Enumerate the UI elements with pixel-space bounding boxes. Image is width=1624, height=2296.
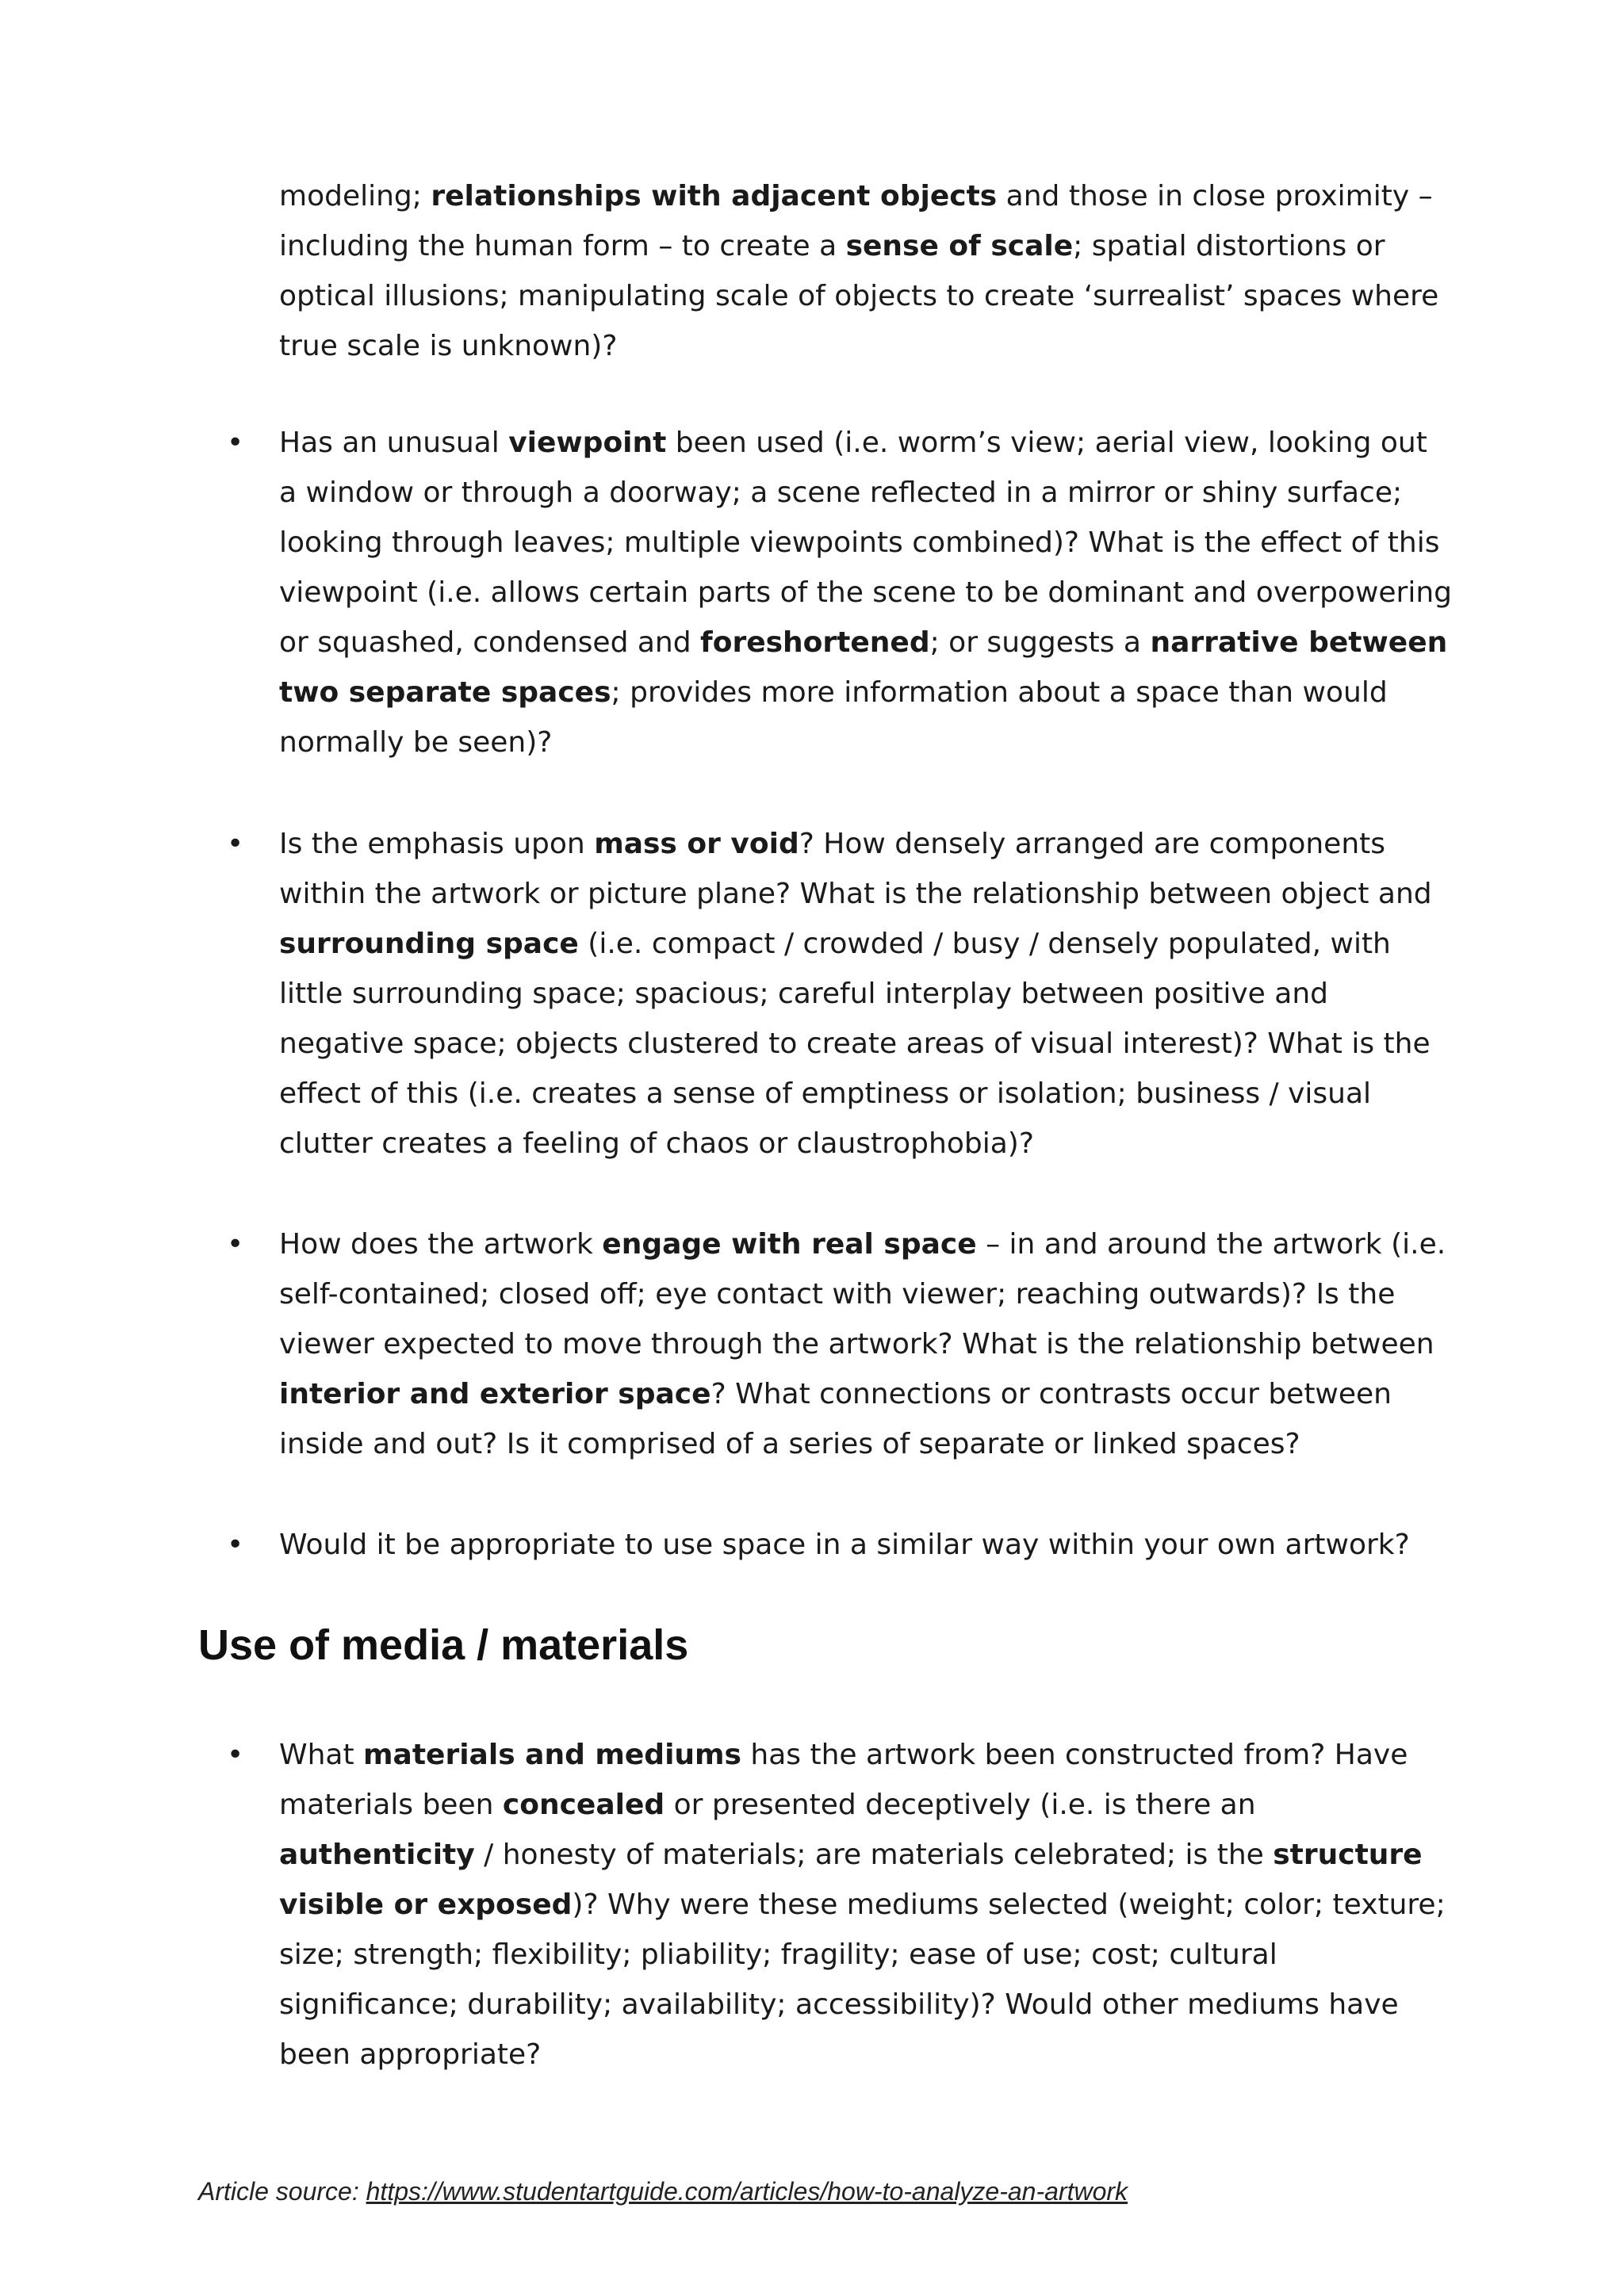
- text-run: Is the emphasis upon: [279, 828, 595, 860]
- article-source-footer: [198, 2174, 1128, 2209]
- mass-void-paragraph: [279, 819, 1453, 1169]
- bold-term: materials and mediums: [363, 1739, 741, 1771]
- text-run: been used (i.e. worm’s view; aerial view, looking out a window or through a doorway; a scene reflected in a mirror or shiny surface; looking through leaves; multiple viewpoints combined)? What is the effect of this viewpoint (i.e. allows certain parts of the scene to be dominant and overpowering or squashed, condensed and: [279, 427, 1453, 659]
- bold-term: authenticity: [279, 1839, 475, 1871]
- bold-term: mass or void: [594, 828, 799, 860]
- bullet-marker: •: [227, 427, 244, 459]
- text-run: ; or suggests a: [929, 626, 1151, 659]
- text-run: )? Why were these mediums selected (weight; color; texture; size; strength; flexibility; pliability; fragility; ease of use; cost; cultural significance; durability; availability; accessibility)? Would other mediums have been appropriate?: [279, 1888, 1446, 2071]
- viewpoint-paragraph: [279, 418, 1453, 767]
- text-run: ? What connections or contrasts occur between inside and out? Is it comprised of a series of separate or linked spaces?: [279, 1378, 1392, 1460]
- bold-term: interior and exterior space: [279, 1378, 711, 1410]
- text-run: ; provides more information about a space than would normally be seen)?: [279, 676, 1388, 759]
- text-run: – in and around the artwork (i.e. self-contained; closed off; eye contact with viewer; reaching outwards)? Is the viewer expected to move through the artwork? What is the relationship between: [279, 1228, 1446, 1360]
- text-run: or presented deceptively (i.e. is there an: [665, 1789, 1256, 1821]
- own-artwork-paragraph: [279, 1520, 1453, 1570]
- bold-term: sense of scale: [845, 230, 1074, 262]
- text-run: How does the artwork: [279, 1228, 603, 1261]
- text-run: What: [279, 1739, 364, 1771]
- text-run: (i.e. compact / crowded / busy / densely populated, with little surrounding space; spacious; careful interplay between positive and negative space; objects clustered to create areas of visual interest)? What is the effect of this (i.e. creates a sense of emptiness or isolation; business / visual clutter creates a feeling of chaos or claustrophobia)?: [279, 928, 1431, 1160]
- text-run: / honesty of materials; are materials celebrated; is the: [474, 1839, 1274, 1871]
- bullet-marker: •: [227, 828, 244, 860]
- footer-label: Article source:: [198, 2177, 366, 2206]
- bullet-marker: •: [227, 1739, 244, 1771]
- bullet-marker: •: [227, 1529, 244, 1561]
- text-run: ; spatial distortions or optical illusions; manipulating scale of objects to create ‘surrealist’ spaces where true scale is unknown)?: [279, 230, 1439, 362]
- materials-paragraph: [279, 1730, 1453, 2080]
- section-heading: Use of media / materials: [198, 1621, 689, 1669]
- bold-term: relationships with adjacent objects: [431, 180, 998, 212]
- text-run: and those in close proximity – including the human form – to create a: [279, 180, 1433, 262]
- bold-term: structure visible or exposed: [279, 1839, 1423, 1921]
- real-space-paragraph: [279, 1219, 1453, 1469]
- bold-term: concealed: [502, 1789, 665, 1821]
- text-run: ? How densely arranged are components within the artwork or picture plane? What is the relationship between object and: [279, 828, 1432, 910]
- bold-term: engage with real space: [602, 1228, 977, 1261]
- bold-term: narrative between two separate spaces: [279, 626, 1448, 709]
- bullet-marker: •: [227, 1228, 244, 1261]
- text-run: modeling;: [279, 180, 431, 212]
- bold-term: foreshortened: [700, 626, 930, 659]
- text-run: Would it be appropriate to use space in a similar way within your own artwork?: [279, 1529, 1410, 1561]
- article-source-link[interactable]: https://www.studentartguide.com/articles/how-to-analyze-an-artwork: [366, 2177, 1128, 2206]
- bold-term: surrounding space: [279, 928, 579, 960]
- continuation-paragraph: [279, 171, 1453, 371]
- text-run: has the artwork been constructed from? Have materials been: [279, 1739, 1408, 1821]
- bold-term: viewpoint: [508, 427, 667, 459]
- text-run: Has an unusual: [279, 427, 509, 459]
